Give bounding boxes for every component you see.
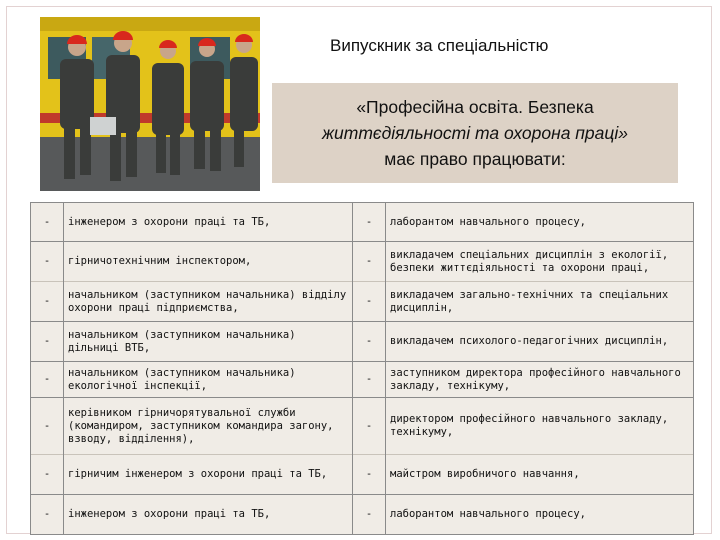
left-item: гірничотехнічним інспектором, — [68, 255, 252, 267]
bullet-dash: - — [353, 281, 385, 321]
left-cell — [64, 242, 353, 322]
table-row — [31, 203, 694, 242]
miners-photo — [40, 17, 260, 191]
left-item: начальником (заступником начальника) відділу охорони праці підприємства, — [64, 281, 352, 321]
left-cell — [64, 398, 353, 495]
bullet-cell — [353, 398, 386, 495]
right-cell — [386, 398, 694, 495]
bullet-dash: - — [353, 454, 385, 494]
table-row — [31, 398, 694, 495]
left-item: керівником гірничорятувальної служби (командиром, заступником командира загону, взводу, відділення), — [68, 406, 334, 445]
right-cell: лаборантом навчального процесу, — [386, 495, 694, 535]
right-cell: викладачем психолого-педагогічних дисциплін, — [386, 322, 694, 362]
bullet-dash: - — [353, 203, 386, 242]
slide-title: Випускник за спеціальністю — [330, 36, 549, 55]
bullet-dash: - — [31, 454, 63, 494]
left-cell: інженером з охорони праці та ТБ, — [64, 203, 353, 242]
table-row — [31, 242, 694, 322]
bullet-dash: - — [43, 419, 51, 432]
left-cell: начальником (заступником начальника) екологічної інспекції, — [64, 362, 353, 398]
bullet-dash: - — [31, 362, 64, 398]
bullet-cell — [31, 398, 64, 495]
bullet-dash: - — [31, 281, 63, 321]
bullet-dash: - — [43, 255, 51, 267]
quote-line: має право працювати: — [384, 149, 566, 169]
left-item: гірничим інженером з охорони праці та ТБ, — [64, 454, 352, 494]
quote-line: життєдіяльності та охорона праці» — [321, 123, 629, 143]
bullet-dash: - — [353, 322, 386, 362]
quote-line: «Професійна освіта. Безпека — [356, 97, 594, 117]
left-cell: начальником (заступником начальника) дільниці ВТБ, — [64, 322, 353, 362]
bullet-dash: - — [365, 255, 373, 267]
right-item: викладачем спеціальних дисциплін з екології, безпеки життєдіяльності та охорони праці, — [390, 248, 669, 274]
table-row — [31, 322, 694, 362]
bullet-dash: - — [353, 362, 386, 398]
bullet-dash: - — [353, 495, 386, 535]
right-cell — [386, 242, 694, 322]
left-cell: інженером з охорони праці та ТБ, — [64, 495, 353, 535]
table-row — [31, 495, 694, 535]
bullet-dash: - — [31, 495, 64, 535]
bullet-dash: - — [31, 203, 64, 242]
specialty-quote — [272, 94, 678, 172]
right-item: майстром виробничого навчання, — [386, 454, 693, 494]
bullet-cell — [31, 242, 64, 322]
right-cell: заступником директора професійного навчального закладу, технікуму, — [386, 362, 694, 398]
bullet-cell — [353, 242, 386, 322]
right-item: викладачем загально-технічних та спеціальних дисциплін, — [386, 281, 693, 321]
positions-table — [30, 202, 694, 535]
table-row — [31, 362, 694, 398]
right-cell: лаборантом навчального процесу, — [386, 203, 694, 242]
right-item: директором професійного навчального закладу, технікуму, — [390, 413, 669, 438]
bullet-dash: - — [31, 322, 64, 362]
bullet-dash: - — [365, 419, 373, 432]
